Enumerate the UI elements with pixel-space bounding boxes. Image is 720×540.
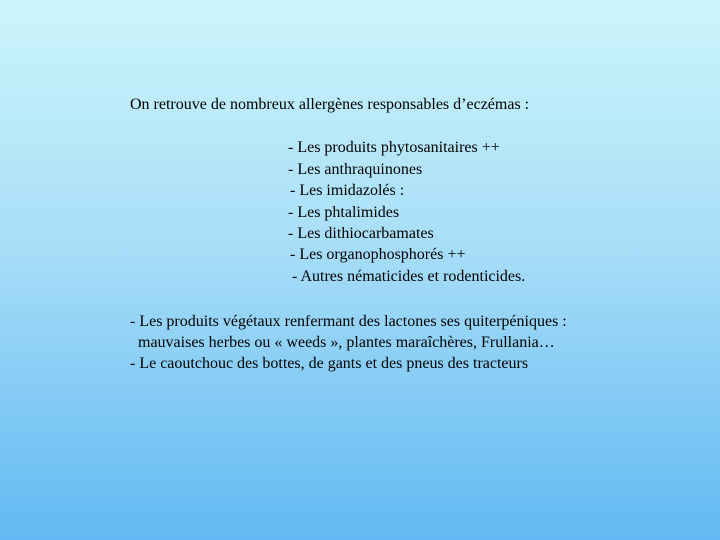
list-item: - Les organophosphorés ++: [290, 246, 466, 263]
list-item: - Les dithiocarbamates: [288, 225, 434, 242]
list-item: - Les phtalimides: [288, 204, 400, 221]
vegetable-examples-text: mauvaises herbes ou « weeds », plantes maraîchères, Frullania…: [138, 334, 555, 351]
vegetable-products-text: - Les produits végétaux renfermant des lactones ses quiterpéniques :: [130, 313, 567, 330]
list-item: - Autres nématicides et rodenticides.: [292, 268, 526, 285]
list-item: - Les produits phytosanitaires ++: [288, 139, 500, 156]
rubber-products-text: - Le caoutchouc des bottes, de gants et des pneus des tracteurs: [130, 355, 529, 372]
intro-text: On retrouve de nombreux allergènes responsables d’eczémas :: [130, 96, 530, 113]
list-item: - Les imidazolés :: [290, 182, 405, 199]
list-item: - Les anthraquinones: [288, 161, 423, 178]
